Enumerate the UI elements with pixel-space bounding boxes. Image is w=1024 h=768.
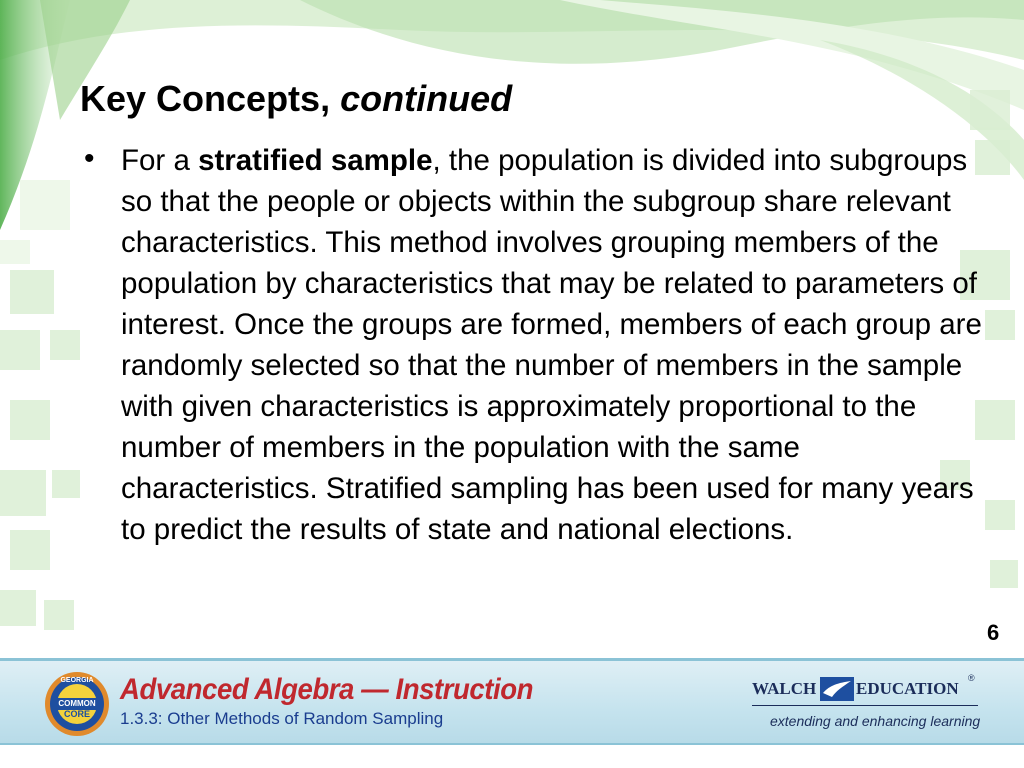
slide-title-italic: continued <box>340 78 513 119</box>
publisher-tagline: extending and enhancing learning <box>770 713 981 729</box>
publisher-divider <box>752 705 978 706</box>
registered-mark: ® <box>968 673 975 683</box>
bullet-term: stratified sample <box>198 144 433 177</box>
bullet-intro: For a <box>121 144 190 177</box>
footer-banner <box>0 658 1024 745</box>
slide-title <box>80 78 512 120</box>
bullet-text <box>121 140 991 550</box>
publisher-name-left: WALCH <box>752 679 817 698</box>
bullet-body: , the population is divided into subgroups so that the people or objects within the subgroup share relevant characteristics. This method involves grouping members of the population by characteristics that may be related to parameters of interest. Once the groups are formed, members of each group are randomly selected so that the number of members in the sample with given characteristics is approximately proportional to the number of members in the population with the same characteristics. Stratified sampling has been used for many years to predict the results of state and national elections. <box>121 144 982 546</box>
page-number: 6 <box>987 620 1000 645</box>
seal-text-mid2: CORE <box>63 709 90 719</box>
publisher-name-right: EDUCATION <box>856 679 959 698</box>
slide-title-main: Key Concepts, <box>80 78 331 119</box>
seal-text-top: GEORGIA <box>60 677 94 684</box>
publisher-logo <box>748 673 978 703</box>
lesson-title: 1.3.3: Other Methods of Random Sampling <box>120 709 444 728</box>
course-title: Advanced Algebra — Instruction <box>120 673 534 706</box>
bullet-marker: • <box>84 142 95 175</box>
seal-text-mid1: COMMON <box>58 699 96 708</box>
walch-bird-icon <box>820 677 854 701</box>
